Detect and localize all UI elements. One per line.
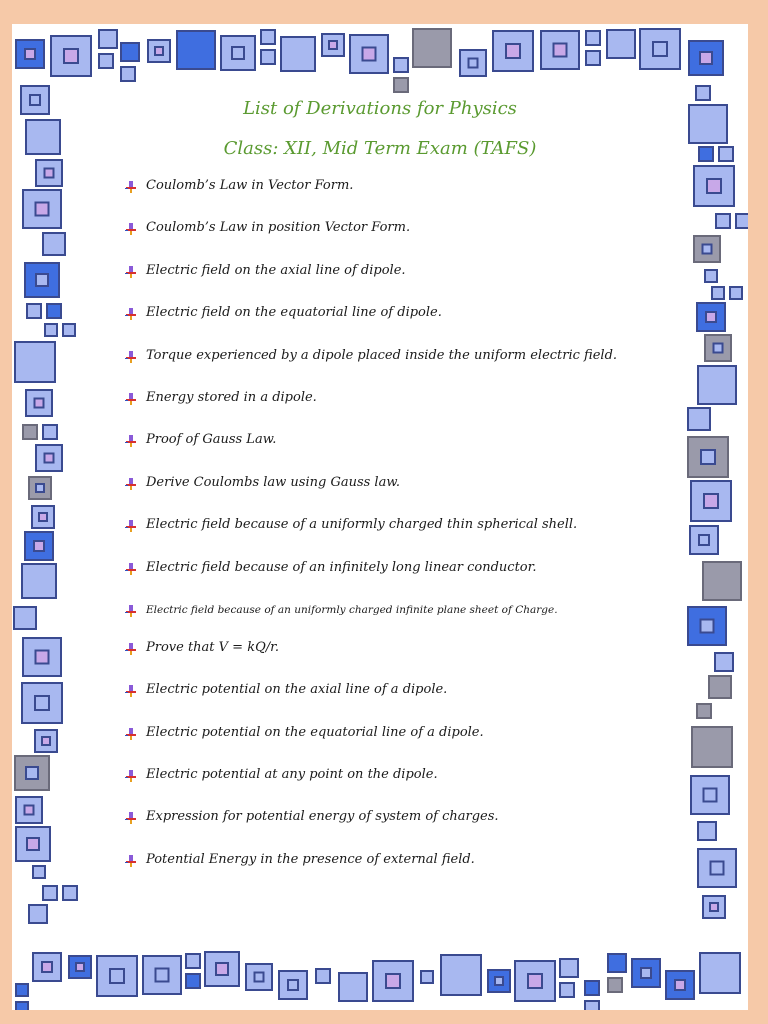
list-item [120, 428, 700, 470]
pin-bullet-icon [124, 518, 138, 532]
border-square [43, 425, 57, 439]
pin-bullet-icon [124, 726, 138, 740]
border-square [121, 43, 139, 61]
border-square-inner [39, 513, 47, 521]
border-square [99, 30, 117, 48]
border-square-inner [110, 969, 124, 983]
list-item-text: Expression for potential energy of system of charges. [146, 809, 499, 825]
border-square [63, 324, 75, 336]
border-square-inner [701, 620, 714, 633]
border-square [261, 50, 275, 64]
border-square [316, 969, 330, 983]
list-item-text: Electric potential on the axial line of a dipole. [146, 682, 448, 698]
border-square-inner [27, 838, 39, 850]
border-square [43, 886, 57, 900]
document-subtitle: Class: XII, Mid Term Exam (TAFS) [223, 138, 537, 159]
border-square-inner [156, 969, 169, 982]
border-square-inner [42, 962, 52, 972]
pin-bullet-icon [124, 603, 138, 617]
pin-bullet-icon [124, 264, 138, 278]
border-square [705, 270, 717, 282]
list-item-text: Prove that V = kQ/r. [146, 639, 280, 655]
border-square-inner [25, 806, 34, 815]
list-item-text: Electric field on the equatorial line of dipole. [146, 305, 442, 321]
border-square [281, 37, 315, 71]
border-square [394, 58, 408, 72]
border-square-inner [36, 203, 49, 216]
border-square-inner [35, 696, 49, 710]
list-item-text: Electric field because of an infinitely long linear conductor. [146, 559, 537, 575]
document-title: List of Derivations for Physics [243, 98, 517, 119]
list-item [120, 386, 700, 428]
border-square-inner [704, 789, 717, 802]
list-item-text: Derive Coulombs law using Gauss law. [146, 474, 401, 490]
list-item [120, 678, 700, 720]
border-square [698, 822, 716, 840]
border-square [709, 676, 731, 698]
list-item-text: Electric potential at any point on the dipole. [146, 767, 438, 783]
list-item [120, 556, 700, 598]
border-square [47, 304, 61, 318]
border-square-inner [45, 454, 54, 463]
list-item-text: Coulomb’s Law in Vector Form. [146, 178, 354, 193]
derivation-list [120, 174, 700, 890]
list-item-text: Electric field because of a uniformly charged thin spherical shell. [146, 517, 578, 533]
border-square-inner [641, 968, 651, 978]
pin-bullet-icon [124, 433, 138, 447]
border-square [716, 214, 730, 228]
border-square [560, 983, 574, 997]
border-square-inner [76, 963, 84, 971]
pin-bullet-icon [124, 306, 138, 320]
border-square-inner [653, 42, 667, 56]
border-square-inner [699, 535, 709, 545]
border-square-inner [386, 974, 400, 988]
document-page [12, 24, 748, 1010]
list-item-text: Electric field on the axial line of dipole. [146, 262, 406, 278]
border-square [585, 981, 599, 995]
pin-bullet-icon [124, 641, 138, 655]
border-square [63, 886, 77, 900]
list-item-text: Proof of Gauss Law. [146, 432, 277, 448]
list-item [120, 344, 700, 386]
border-square [608, 978, 622, 992]
border-square-inner [554, 44, 567, 57]
list-item-text: Electric field because of an uniformly charged infinite plane sheet of Charge. [146, 603, 558, 616]
border-square [736, 214, 748, 228]
pin-bullet-icon [124, 810, 138, 824]
border-square [177, 31, 215, 69]
list-item [120, 848, 700, 890]
border-square [698, 366, 736, 404]
pin-bullet-icon [124, 853, 138, 867]
list-item [120, 471, 700, 513]
pin-bullet-icon [124, 179, 138, 193]
border-square-inner [495, 977, 503, 985]
list-item [120, 301, 700, 343]
border-square-inner [36, 274, 48, 286]
border-square-inner [714, 344, 723, 353]
border-square [712, 287, 724, 299]
border-square-inner [706, 312, 716, 322]
border-square-inner [36, 484, 44, 492]
border-square [33, 866, 45, 878]
border-square-inner [25, 49, 35, 59]
border-square-inner [700, 52, 712, 64]
list-item-text: Energy stored in a dipole. [146, 389, 317, 405]
pin-bullet-icon [124, 768, 138, 782]
border-square-inner [506, 44, 520, 58]
list-item [120, 763, 700, 805]
pin-bullet-icon [124, 349, 138, 363]
border-square-inner [42, 737, 50, 745]
border-square [586, 51, 600, 65]
border-square [585, 1001, 599, 1010]
border-square [22, 564, 56, 598]
border-square-inner [155, 47, 163, 55]
border-square-inner [469, 59, 478, 68]
border-square-inner [35, 399, 44, 408]
border-square-inner [216, 963, 228, 975]
list-item-text: Torque experienced by a dipole placed inside the uniform electric field. [146, 347, 618, 363]
border-square-inner [711, 862, 724, 875]
border-square [261, 30, 275, 44]
border-square-inner [363, 48, 376, 61]
list-item [120, 259, 700, 301]
list-item-text: Potential Energy in the presence of external field. [146, 851, 475, 867]
border-square-inner [45, 169, 54, 178]
border-square [186, 974, 200, 988]
border-square [607, 30, 635, 58]
pin-bullet-icon [124, 221, 138, 235]
border-square-inner [675, 980, 685, 990]
border-square-inner [528, 974, 542, 988]
border-square [441, 955, 481, 995]
border-square [715, 653, 733, 671]
list-item-text: Coulomb’s Law in position Vector Form. [146, 220, 411, 236]
list-item [120, 636, 700, 678]
pin-bullet-icon [124, 683, 138, 697]
border-square [413, 29, 451, 67]
list-item [120, 216, 700, 258]
border-square-inner [36, 651, 49, 664]
border-square [339, 973, 367, 1001]
border-square-inner [64, 49, 78, 63]
border-square [43, 233, 65, 255]
list-item [120, 805, 700, 847]
list-item [120, 174, 700, 216]
border-square-inner [707, 179, 721, 193]
border-square-inner [710, 903, 718, 911]
border-square [186, 954, 200, 968]
border-square-inner [255, 973, 264, 982]
border-square [27, 304, 41, 318]
pin-bullet-icon [124, 391, 138, 405]
list-item-text: Electric potential on the equatorial line of a dipole. [146, 724, 484, 740]
list-item [120, 721, 700, 763]
border-square [586, 31, 600, 45]
border-square [730, 287, 742, 299]
border-square-inner [232, 47, 244, 59]
border-square [703, 562, 741, 600]
border-square [99, 54, 113, 68]
border-square-inner [26, 767, 38, 779]
border-square [394, 78, 408, 92]
list-item [120, 598, 700, 636]
border-square [29, 905, 47, 923]
border-square [16, 1002, 28, 1010]
border-square [45, 324, 57, 336]
pin-bullet-icon [124, 476, 138, 490]
border-square [16, 984, 28, 996]
border-square-inner [701, 450, 715, 464]
border-square-inner [34, 541, 44, 551]
border-square [421, 971, 433, 983]
border-square [15, 342, 55, 382]
list-item [120, 513, 700, 555]
border-square [121, 67, 135, 81]
border-square-inner [288, 980, 298, 990]
border-square [608, 954, 626, 972]
border-square [23, 425, 37, 439]
border-square-inner [703, 245, 712, 254]
border-square [560, 959, 578, 977]
border-square [14, 607, 36, 629]
border-square-inner [704, 494, 718, 508]
border-square-inner [329, 41, 337, 49]
pin-bullet-icon [124, 561, 138, 575]
border-square [700, 953, 740, 993]
